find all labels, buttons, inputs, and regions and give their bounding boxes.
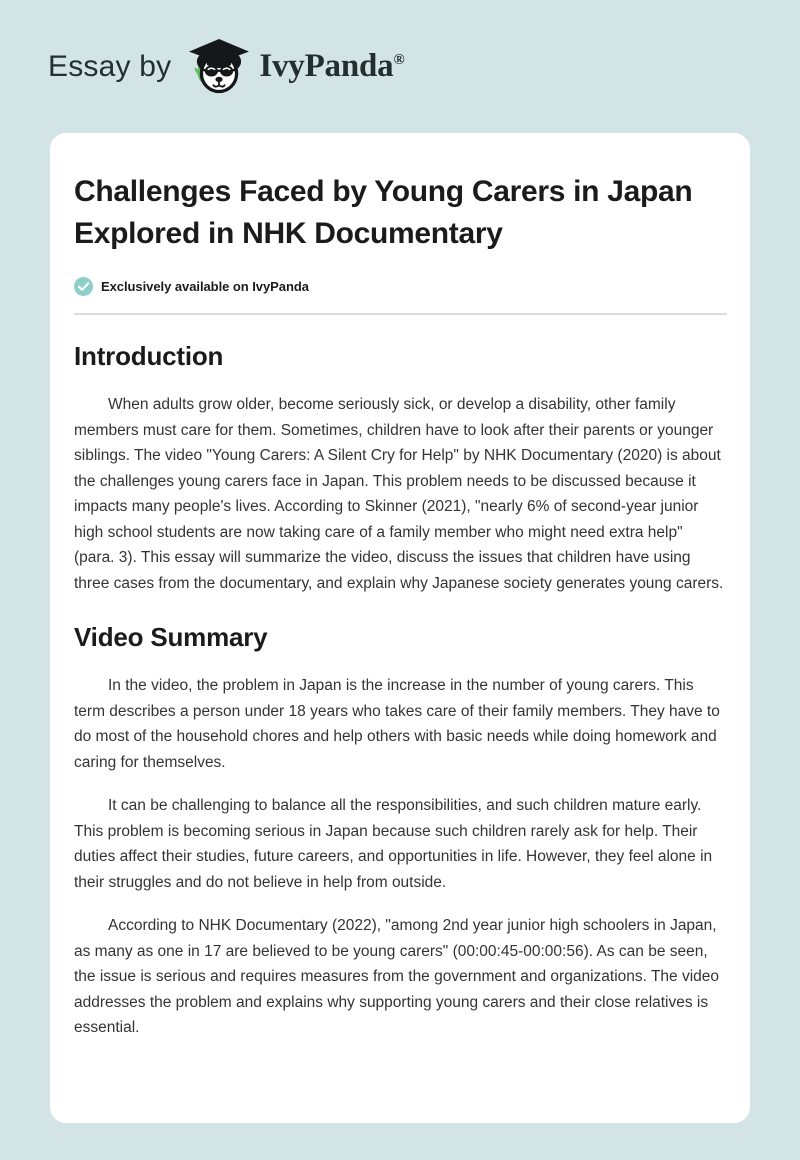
check-circle-icon	[74, 277, 93, 296]
paragraph: According to NHK Documentary (2022), "among 2nd year junior high schoolers in Japan, as many as one in 17 are believed to be young carers" (00:00:45-00:00:56). As can be seen, the issue is serious and requires measures from the government and organizations. The video addresses the problem and explains why supporting young carers and their close relatives is essential.	[74, 917, 720, 1036]
ivypanda-panda-graduate-logo-icon	[183, 31, 255, 103]
ivypanda-brand-lockup[interactable]	[48, 31, 404, 103]
status-badge-label: Exclusively available on IvyPanda	[101, 279, 309, 294]
ivypanda-wordmark	[259, 50, 404, 83]
paragraph: When adults grow older, become seriously sick, or develop a disability, other family members must care for them. Sometimes, children have to look after their parents or younger siblings. The video "Young Carers: A Silent Cry for Help" by NHK Documentary (2020) is about the challenges young carers face in Japan. This problem needs to be discussed because it impacts many people's lives. According to Skinner (2021), "nearly 6% of second-year junior high school students are now taking care of a family member who might need extra help" (para. 3). This essay will summarize the video, discuss the issues that children have using three cases from the documentary, and explain why Japanese society generates young carers.	[74, 396, 724, 592]
status-badge	[74, 277, 726, 296]
brand-header	[0, 0, 800, 133]
ivypanda-wordmark-text: IvyPanda	[259, 48, 394, 84]
essay-by-label: Essay by	[48, 49, 172, 83]
section-heading-video-summary: Video Summary	[74, 622, 268, 652]
paragraph: It can be challenging to balance all the responsibilities, and such children mature early. This problem is becoming serious in Japan because such children rarely ask for help. Their duties affect their studies, future careers, and opportunities in life. However, they feel alone in their struggles and do not believe in help from outside.	[74, 797, 713, 891]
registered-trademark-mark: ®	[393, 52, 405, 68]
essay-paper-card	[50, 133, 750, 1123]
section-heading-introduction: Introduction	[74, 341, 224, 371]
title-divider	[74, 313, 727, 315]
page-title: Challenges Faced by Young Carers in Japan Explored in NHK Documentary	[74, 175, 693, 250]
paragraph: In the video, the problem in Japan is the increase in the number of young carers. This term describes a person under 18 years who takes care of their family members. They have to do most of the household chores and help others with basic needs while doing homework and caring for themselves.	[74, 677, 720, 771]
